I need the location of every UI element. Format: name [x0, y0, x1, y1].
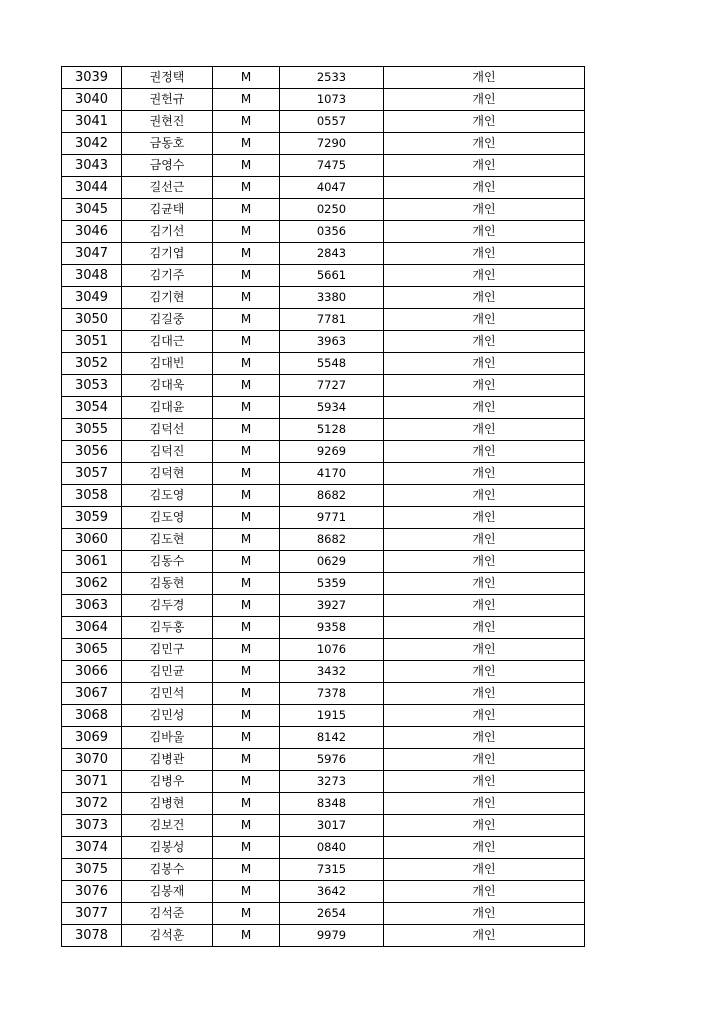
type-cell: 개인: [384, 287, 585, 309]
type-cell: 개인: [384, 507, 585, 529]
code-cell: 8142: [280, 727, 384, 749]
row-number-cell: 3063: [62, 595, 122, 617]
type-cell: 개인: [384, 177, 585, 199]
type-cell: 개인: [384, 265, 585, 287]
code-cell: 0557: [280, 111, 384, 133]
gender-cell: M: [213, 331, 280, 353]
name-cell: 김덕진: [122, 441, 213, 463]
gender-cell: M: [213, 177, 280, 199]
table-row: [62, 353, 585, 375]
code-cell: 5976: [280, 749, 384, 771]
type-cell: 개인: [384, 221, 585, 243]
type-cell: 개인: [384, 133, 585, 155]
gender-cell: M: [213, 683, 280, 705]
row-number-cell: 3040: [62, 89, 122, 111]
row-number-cell: 3047: [62, 243, 122, 265]
type-cell: 개인: [384, 441, 585, 463]
gender-cell: M: [213, 133, 280, 155]
table-row: [62, 881, 585, 903]
row-number-cell: 3048: [62, 265, 122, 287]
type-cell: 개인: [384, 419, 585, 441]
row-number-cell: 3077: [62, 903, 122, 925]
name-cell: 김대빈: [122, 353, 213, 375]
code-cell: 1073: [280, 89, 384, 111]
row-number-cell: 3075: [62, 859, 122, 881]
gender-cell: M: [213, 573, 280, 595]
row-number-cell: 3068: [62, 705, 122, 727]
table-row: [62, 243, 585, 265]
code-cell: 3273: [280, 771, 384, 793]
name-cell: 김도영: [122, 507, 213, 529]
row-number-cell: 3059: [62, 507, 122, 529]
type-cell: 개인: [384, 617, 585, 639]
gender-cell: M: [213, 815, 280, 837]
table-row: [62, 287, 585, 309]
row-number-cell: 3044: [62, 177, 122, 199]
gender-cell: M: [213, 463, 280, 485]
code-cell: 3017: [280, 815, 384, 837]
type-cell: 개인: [384, 925, 585, 947]
code-cell: 3380: [280, 287, 384, 309]
table-row: [62, 639, 585, 661]
table-row: [62, 551, 585, 573]
table-row: [62, 683, 585, 705]
participant-table-body: [62, 67, 585, 947]
gender-cell: M: [213, 859, 280, 881]
table-row: [62, 221, 585, 243]
row-number-cell: 3055: [62, 419, 122, 441]
name-cell: 김기엽: [122, 243, 213, 265]
name-cell: 김병우: [122, 771, 213, 793]
type-cell: 개인: [384, 353, 585, 375]
name-cell: 김동현: [122, 573, 213, 595]
row-number-cell: 3054: [62, 397, 122, 419]
row-number-cell: 3066: [62, 661, 122, 683]
type-cell: 개인: [384, 859, 585, 881]
gender-cell: M: [213, 199, 280, 221]
name-cell: 김동수: [122, 551, 213, 573]
name-cell: 김민성: [122, 705, 213, 727]
name-cell: 김균태: [122, 199, 213, 221]
type-cell: 개인: [384, 551, 585, 573]
gender-cell: M: [213, 375, 280, 397]
gender-cell: M: [213, 265, 280, 287]
row-number-cell: 3074: [62, 837, 122, 859]
table-row: [62, 529, 585, 551]
type-cell: 개인: [384, 199, 585, 221]
code-cell: 8682: [280, 485, 384, 507]
gender-cell: M: [213, 397, 280, 419]
gender-cell: M: [213, 529, 280, 551]
code-cell: 3927: [280, 595, 384, 617]
table-row: [62, 441, 585, 463]
code-cell: 5359: [280, 573, 384, 595]
table-row: [62, 133, 585, 155]
type-cell: 개인: [384, 749, 585, 771]
table-row: [62, 727, 585, 749]
name-cell: 김병현: [122, 793, 213, 815]
gender-cell: M: [213, 485, 280, 507]
gender-cell: M: [213, 749, 280, 771]
code-cell: 5548: [280, 353, 384, 375]
table-row: [62, 265, 585, 287]
row-number-cell: 3056: [62, 441, 122, 463]
name-cell: 김대근: [122, 331, 213, 353]
table-row: [62, 705, 585, 727]
table-row: [62, 375, 585, 397]
gender-cell: M: [213, 617, 280, 639]
name-cell: 김석훈: [122, 925, 213, 947]
row-number-cell: 3078: [62, 925, 122, 947]
type-cell: 개인: [384, 837, 585, 859]
gender-cell: M: [213, 507, 280, 529]
name-cell: 금동호: [122, 133, 213, 155]
row-number-cell: 3072: [62, 793, 122, 815]
gender-cell: M: [213, 419, 280, 441]
code-cell: 3642: [280, 881, 384, 903]
row-number-cell: 3070: [62, 749, 122, 771]
gender-cell: M: [213, 595, 280, 617]
type-cell: 개인: [384, 155, 585, 177]
type-cell: 개인: [384, 771, 585, 793]
table-row: [62, 155, 585, 177]
gender-cell: M: [213, 441, 280, 463]
name-cell: 김두경: [122, 595, 213, 617]
code-cell: 2533: [280, 67, 384, 89]
gender-cell: M: [213, 837, 280, 859]
type-cell: 개인: [384, 573, 585, 595]
row-number-cell: 3062: [62, 573, 122, 595]
gender-cell: M: [213, 353, 280, 375]
type-cell: 개인: [384, 111, 585, 133]
type-cell: 개인: [384, 309, 585, 331]
code-cell: 9771: [280, 507, 384, 529]
code-cell: 0840: [280, 837, 384, 859]
table-row: [62, 331, 585, 353]
type-cell: 개인: [384, 705, 585, 727]
table-row: [62, 815, 585, 837]
name-cell: 김도영: [122, 485, 213, 507]
gender-cell: M: [213, 111, 280, 133]
code-cell: 1076: [280, 639, 384, 661]
gender-cell: M: [213, 793, 280, 815]
gender-cell: M: [213, 727, 280, 749]
table-row: [62, 925, 585, 947]
row-number-cell: 3060: [62, 529, 122, 551]
table-row: [62, 793, 585, 815]
table-row: [62, 397, 585, 419]
table-row: [62, 749, 585, 771]
type-cell: 개인: [384, 331, 585, 353]
name-cell: 김대욱: [122, 375, 213, 397]
name-cell: 금영수: [122, 155, 213, 177]
type-cell: 개인: [384, 903, 585, 925]
table-row: [62, 463, 585, 485]
name-cell: 김도현: [122, 529, 213, 551]
type-cell: 개인: [384, 375, 585, 397]
row-number-cell: 3039: [62, 67, 122, 89]
name-cell: 김민균: [122, 661, 213, 683]
row-number-cell: 3061: [62, 551, 122, 573]
name-cell: 권정택: [122, 67, 213, 89]
name-cell: 김석준: [122, 903, 213, 925]
code-cell: 1915: [280, 705, 384, 727]
row-number-cell: 3069: [62, 727, 122, 749]
code-cell: 5661: [280, 265, 384, 287]
row-number-cell: 3041: [62, 111, 122, 133]
code-cell: 4047: [280, 177, 384, 199]
code-cell: 5934: [280, 397, 384, 419]
name-cell: 김병관: [122, 749, 213, 771]
code-cell: 7290: [280, 133, 384, 155]
gender-cell: M: [213, 881, 280, 903]
type-cell: 개인: [384, 67, 585, 89]
code-cell: 8348: [280, 793, 384, 815]
gender-cell: M: [213, 551, 280, 573]
type-cell: 개인: [384, 485, 585, 507]
type-cell: 개인: [384, 463, 585, 485]
name-cell: 길선근: [122, 177, 213, 199]
table-row: [62, 67, 585, 89]
table-row: [62, 89, 585, 111]
gender-cell: M: [213, 243, 280, 265]
row-number-cell: 3064: [62, 617, 122, 639]
gender-cell: M: [213, 639, 280, 661]
table-row: [62, 111, 585, 133]
table-row: [62, 595, 585, 617]
name-cell: 김보건: [122, 815, 213, 837]
table-row: [62, 771, 585, 793]
table-row: [62, 485, 585, 507]
type-cell: 개인: [384, 881, 585, 903]
code-cell: 5128: [280, 419, 384, 441]
name-cell: 권현진: [122, 111, 213, 133]
gender-cell: M: [213, 155, 280, 177]
table-row: [62, 419, 585, 441]
gender-cell: M: [213, 67, 280, 89]
row-number-cell: 3076: [62, 881, 122, 903]
code-cell: 0356: [280, 221, 384, 243]
row-number-cell: 3051: [62, 331, 122, 353]
code-cell: 7378: [280, 683, 384, 705]
table-row: [62, 199, 585, 221]
table-row: [62, 859, 585, 881]
name-cell: 김봉수: [122, 859, 213, 881]
table-row: [62, 617, 585, 639]
type-cell: 개인: [384, 793, 585, 815]
type-cell: 개인: [384, 243, 585, 265]
participant-table: [61, 66, 585, 947]
code-cell: 3432: [280, 661, 384, 683]
code-cell: 2843: [280, 243, 384, 265]
row-number-cell: 3067: [62, 683, 122, 705]
name-cell: 김기현: [122, 287, 213, 309]
code-cell: 9358: [280, 617, 384, 639]
name-cell: 김민석: [122, 683, 213, 705]
row-number-cell: 3057: [62, 463, 122, 485]
type-cell: 개인: [384, 639, 585, 661]
name-cell: 김봉재: [122, 881, 213, 903]
table-row: [62, 661, 585, 683]
name-cell: 김두홍: [122, 617, 213, 639]
table-row: [62, 309, 585, 331]
row-number-cell: 3046: [62, 221, 122, 243]
gender-cell: M: [213, 287, 280, 309]
table-row: [62, 573, 585, 595]
row-number-cell: 3073: [62, 815, 122, 837]
code-cell: 7781: [280, 309, 384, 331]
code-cell: 4170: [280, 463, 384, 485]
type-cell: 개인: [384, 661, 585, 683]
name-cell: 김길중: [122, 309, 213, 331]
name-cell: 김덕현: [122, 463, 213, 485]
gender-cell: M: [213, 771, 280, 793]
type-cell: 개인: [384, 89, 585, 111]
code-cell: 3963: [280, 331, 384, 353]
table-row: [62, 507, 585, 529]
gender-cell: M: [213, 89, 280, 111]
type-cell: 개인: [384, 595, 585, 617]
row-number-cell: 3043: [62, 155, 122, 177]
code-cell: 7315: [280, 859, 384, 881]
name-cell: 김대윤: [122, 397, 213, 419]
code-cell: 7727: [280, 375, 384, 397]
code-cell: 9979: [280, 925, 384, 947]
name-cell: 김기선: [122, 221, 213, 243]
gender-cell: M: [213, 221, 280, 243]
name-cell: 김봉성: [122, 837, 213, 859]
type-cell: 개인: [384, 727, 585, 749]
gender-cell: M: [213, 705, 280, 727]
row-number-cell: 3050: [62, 309, 122, 331]
type-cell: 개인: [384, 683, 585, 705]
name-cell: 권헌규: [122, 89, 213, 111]
code-cell: 9269: [280, 441, 384, 463]
row-number-cell: 3071: [62, 771, 122, 793]
row-number-cell: 3052: [62, 353, 122, 375]
row-number-cell: 3053: [62, 375, 122, 397]
type-cell: 개인: [384, 529, 585, 551]
code-cell: 8682: [280, 529, 384, 551]
gender-cell: M: [213, 661, 280, 683]
table-row: [62, 177, 585, 199]
name-cell: 김덕선: [122, 419, 213, 441]
gender-cell: M: [213, 309, 280, 331]
code-cell: 0250: [280, 199, 384, 221]
name-cell: 김바울: [122, 727, 213, 749]
gender-cell: M: [213, 903, 280, 925]
gender-cell: M: [213, 925, 280, 947]
code-cell: 7475: [280, 155, 384, 177]
name-cell: 김민구: [122, 639, 213, 661]
name-cell: 김기주: [122, 265, 213, 287]
row-number-cell: 3065: [62, 639, 122, 661]
row-number-cell: 3058: [62, 485, 122, 507]
row-number-cell: 3042: [62, 133, 122, 155]
code-cell: 0629: [280, 551, 384, 573]
row-number-cell: 3049: [62, 287, 122, 309]
row-number-cell: 3045: [62, 199, 122, 221]
code-cell: 2654: [280, 903, 384, 925]
type-cell: 개인: [384, 815, 585, 837]
table-row: [62, 837, 585, 859]
type-cell: 개인: [384, 397, 585, 419]
table-row: [62, 903, 585, 925]
